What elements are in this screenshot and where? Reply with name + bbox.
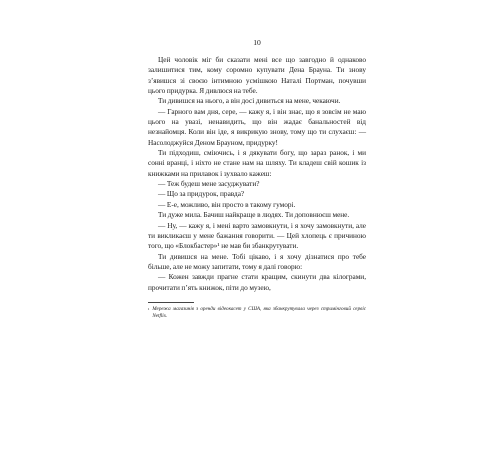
paragraph: — Е-е, можливо, він просто в такому гуморі. [158, 199, 296, 209]
paragraph: Цей чоловік міг би сказати мені все що завгодно й однаково залишитися тим, кому соромно купувати Дена Брауна. Ти знову з’явишся зі своєю інтимною усмішкою Наталі Портман, почувши цього придурка. Я дивлюся на тебе. [148, 55, 366, 96]
paragraph: Ти дуже мила. Бачиш найкраще в людях. Ти доповнюєш мене. [158, 210, 350, 220]
paragraph: — Теж будеш мене засуджувати? [158, 179, 260, 189]
paragraph: — Кожен завжди прагне стати кращим, скинути два кілограми, прочитати п’ять книжок, піти до музею, [148, 272, 366, 292]
page-number: 10 [253, 38, 261, 47]
footnote-divider [148, 302, 194, 303]
footnote [148, 306, 366, 320]
paragraph: Ти дивишся на нього, а він досі дивиться на мене, чекаючи. [158, 96, 341, 106]
paragraph: Ти дивишся на мене. Тобі цікаво, і я хочу дізнатися про тебе більше, але не можу запитати, тому я далі говорю: [148, 251, 366, 271]
body-text [148, 55, 366, 293]
footnote-text: Мережа магазинів з оренди відеокасет у США, яка збанкрутувала через стримінговий сервіс Netflix. [152, 305, 366, 319]
footnote-marker: ¹ [148, 306, 150, 312]
paragraph: — Що за придурок, правда? [158, 189, 245, 199]
paragraph: Ти підходиш, сміючись, і я дякувати богу, що зараз ранок, і ми сонні вранці, і ніхто не стане нам на шляху. Ти кладеш свій кошик із книжками на прилавок і зухвало кажеш: [148, 148, 366, 178]
paragraph: — Гарного вам дня, сере, — кажу я, і він знає, що я зовсім не маю цього на увазі, ненавидить, що він жадає банальностей від незнайомця. Коли він іде, я викрикую знову, тому що ти слухаєш: — Насолоджуйся Деном Брауном, придурку! [148, 106, 366, 147]
book-page [148, 38, 366, 320]
paragraph: — Ну, — кажу я, і мені варто замовкнути, і я хочу замовкнути, але ти викликаєш у мене бажання говорити. — Цей хлопець є причиною того, що «Блокбастер»¹ не мав би збанкрутувати. [148, 220, 366, 251]
